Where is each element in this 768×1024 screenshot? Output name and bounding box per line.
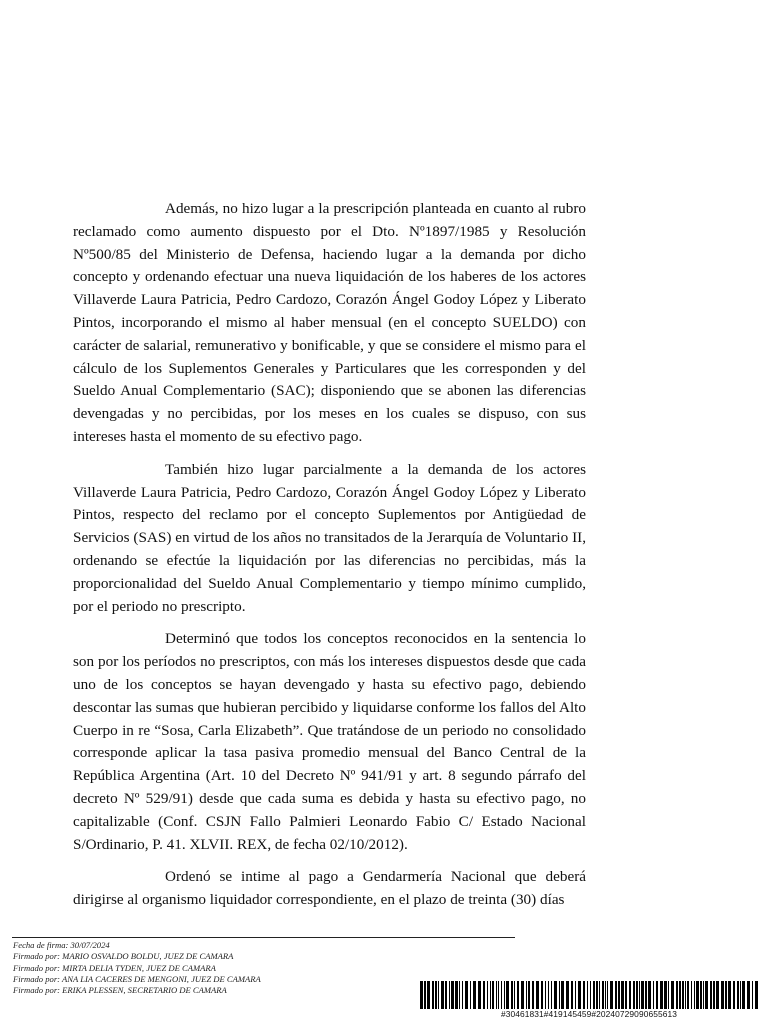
signer-line: Firmado por: ANA LIA CACERES DE MENGONI, JUEZ DE CAMARA [13,973,261,984]
signer-line: Firmado por: ERIKA PLESSEN, SECRETARIO DE CAMARA [13,985,227,996]
signer-line: Firmado por: MIRTA DELIA TYDEN, JUEZ DE CAMARA [13,962,216,973]
signer-line: Firmado por: MARIO OSVALDO BOLDU, JUEZ DE CAMARA [13,951,234,962]
document-body [73,198,586,922]
signature-date: Fecha de firma: 30/07/2024 [13,940,110,950]
signature-divider [12,937,515,938]
paragraph-prescription: Además, no hizo lugar a la prescripción planteada en cuanto al rubro reclamado como aumento dispuesto por el Dto. Nº1897/1985 y Resolución Nº500/85 del Ministerio de Defensa, haciendo lugar a la demanda por dicho concepto y ordenando efectuar una nueva liquidación de los haberes de los actores Villaverde Laura Patricia, Pedro Cardozo, Corazón Ángel Godoy López y Liberato Pintos, incorporando el mismo al haber mensual (en el concepto SUELDO) con carácter de salarial, remunerativo y bonificable, y que se considere el mismo para el cálculo de los Suplementos Generales y Particulares que les corresponden y del Sueldo Anual Complementario (SAC); disponiendo que se abonen las diferencias devengadas y no percibidas, por los meses en los cuales se dispuso, con sus intereses hasta el momento de su efectivo pago. [73,200,586,445]
barcode-image [419,981,759,1009]
signature-block [13,940,413,996]
paragraph-interest: Determinó que todos los conceptos reconocidos en la sentencia lo son por los períodos no prescriptos, con más los intereses dispuestos desde que cada uno de los conceptos se hayan devengado y hasta su efectivo pago, debiendo descontar las sumas que hubieran percibido y liquidarse conforme los fallos del Alto Cuerpo in re “Sosa, Carla Elizabeth”. Que tratándose de un periodo no consolidado corresponde aplicar la tasa pasiva promedio mensual del Banco Central de la República Argentina (Art. 10 del Decreto Nº 941/91 y art. 8 segundo párrafo del decreto Nº 529/91) desde que cada suma es debida y hasta su efectivo pago, no capitalizable (Conf. CSJN Fallo Palmieri Leonardo Fabio C/ Estado Nacional S/Ordinario, P. 41. XLVII. REX, de fecha 02/10/2012). [73,630,586,853]
paragraph-payment-order: Ordenó se intime al pago a Gendarmería Nacional que deberá dirigirse al organismo liquidador correspondiente, en el plazo de treinta (30) días [73,868,586,909]
barcode-number: #30461831#419145459#20240729090655613 [500,1009,678,1019]
paragraph-seniority-supplement: También hizo lugar parcialmente a la demanda de los actores Villaverde Laura Patricia, Pedro Cardozo, Corazón Ángel Godoy López y Liberato Pintos, respecto del reclamo por el concepto Suplementos por Antigüedad de Servicios (SAS) en virtud de los años no transitados de la Jerarquía de Voluntario II, ordenando se efectúe la liquidación por las diferencias no percibidas, más la proporcionalidad del Sueldo Anual Complementario y tiempo mínimo cumplido, por el periodo no prescripto. [73,460,586,615]
